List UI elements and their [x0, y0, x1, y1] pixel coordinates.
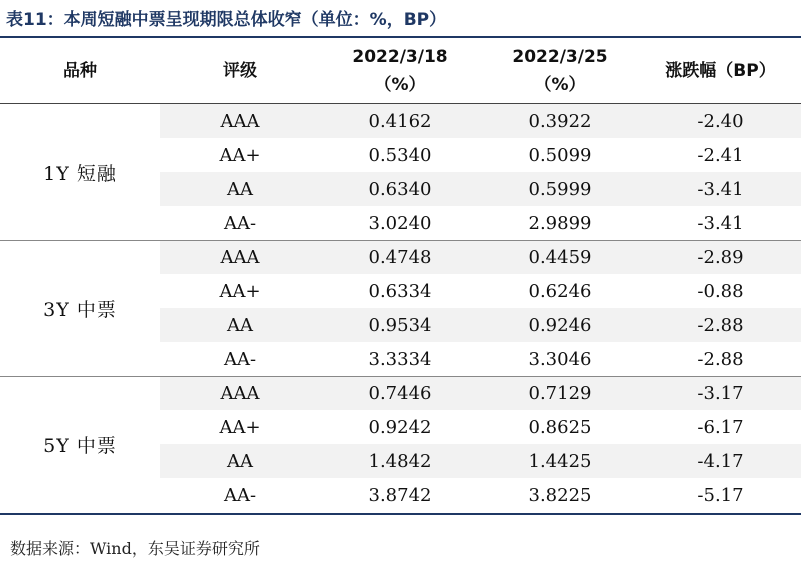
group-label-1y: 1Y 短融: [43, 162, 117, 185]
table-row: [0, 240, 801, 274]
group-divider: [0, 376, 801, 377]
change-cell: -2.40: [640, 104, 801, 138]
yield-date1-cell: 0.7446: [320, 376, 480, 410]
table-row: [0, 104, 801, 138]
yield-date2-cell: 0.6246: [528, 280, 592, 302]
yield-date2-cell: 0.7129: [480, 376, 640, 410]
rating-cell: AA: [160, 444, 320, 478]
change-cell: -2.88: [697, 348, 744, 370]
yield-date2-cell: 1.4425: [480, 444, 640, 478]
yield-date1-cell: 1.4842: [320, 444, 480, 478]
yield-date1-cell: 0.9242: [368, 416, 432, 438]
rating-cell: AA-: [223, 348, 257, 370]
rating-cell: AAA: [160, 376, 320, 410]
rating-cell: AA: [160, 308, 320, 342]
header-date-1: 2022/3/18 （%）: [352, 46, 448, 95]
yield-date2-cell: 0.5999: [480, 172, 640, 206]
table-header: [0, 38, 801, 103]
yield-date2-cell: 2.9899: [528, 212, 592, 234]
group-label-5y: 5Y 中票: [43, 434, 117, 457]
yield-date2-cell: 0.9246: [480, 308, 640, 342]
change-cell: -2.88: [640, 308, 801, 342]
header-date-2: 2022/3/25 （%）: [512, 46, 608, 95]
rating-cell: AA-: [223, 212, 257, 234]
change-cell: -4.17: [640, 444, 801, 478]
rating-cell: AA-: [223, 484, 257, 506]
table-title: 表11：本周短融中票呈现期限总体收窄（单位：%，BP）: [6, 10, 447, 30]
yield-date1-cell: 0.9534: [320, 308, 480, 342]
table-row: [0, 376, 801, 410]
yield-date1-cell: 0.6340: [320, 172, 480, 206]
yield-date1-cell: 0.5340: [368, 144, 432, 166]
yield-date1-cell: 3.3334: [368, 348, 432, 370]
header-variety: 品种: [63, 60, 97, 81]
yield-table: [0, 104, 801, 512]
rating-cell: AAA: [160, 240, 320, 274]
source-note: 数据来源：Wind，东吴证券研究所: [10, 539, 260, 558]
yield-date2-cell: 0.5099: [528, 144, 592, 166]
rating-cell: AA: [160, 172, 320, 206]
yield-date1-cell: 3.8742: [368, 484, 432, 506]
change-cell: -5.17: [697, 484, 744, 506]
group-divider: [0, 240, 801, 241]
bottom-rule: [0, 513, 801, 515]
change-cell: -0.88: [697, 280, 744, 302]
change-cell: -2.89: [640, 240, 801, 274]
yield-date1-cell: 0.6334: [368, 280, 432, 302]
header-change: 涨跌幅（BP）: [665, 60, 776, 81]
change-cell: -3.41: [640, 172, 801, 206]
rating-cell: AA+: [219, 280, 261, 302]
rating-cell: AAA: [160, 104, 320, 138]
change-cell: -3.41: [697, 212, 744, 234]
rating-cell: AA+: [219, 144, 261, 166]
yield-date2-cell: 3.8225: [528, 484, 592, 506]
yield-date1-cell: 0.4162: [320, 104, 480, 138]
yield-date2-cell: 0.3922: [480, 104, 640, 138]
header-rating: 评级: [223, 60, 257, 81]
yield-date1-cell: 0.4748: [320, 240, 480, 274]
change-cell: -6.17: [697, 416, 744, 438]
change-cell: -2.41: [697, 144, 744, 166]
yield-date2-cell: 3.3046: [528, 348, 592, 370]
rating-cell: AA+: [219, 416, 261, 438]
yield-date1-cell: 3.0240: [368, 212, 432, 234]
change-cell: -3.17: [640, 376, 801, 410]
group-label-3y: 3Y 中票: [43, 298, 117, 321]
yield-date2-cell: 0.4459: [480, 240, 640, 274]
yield-date2-cell: 0.8625: [528, 416, 592, 438]
